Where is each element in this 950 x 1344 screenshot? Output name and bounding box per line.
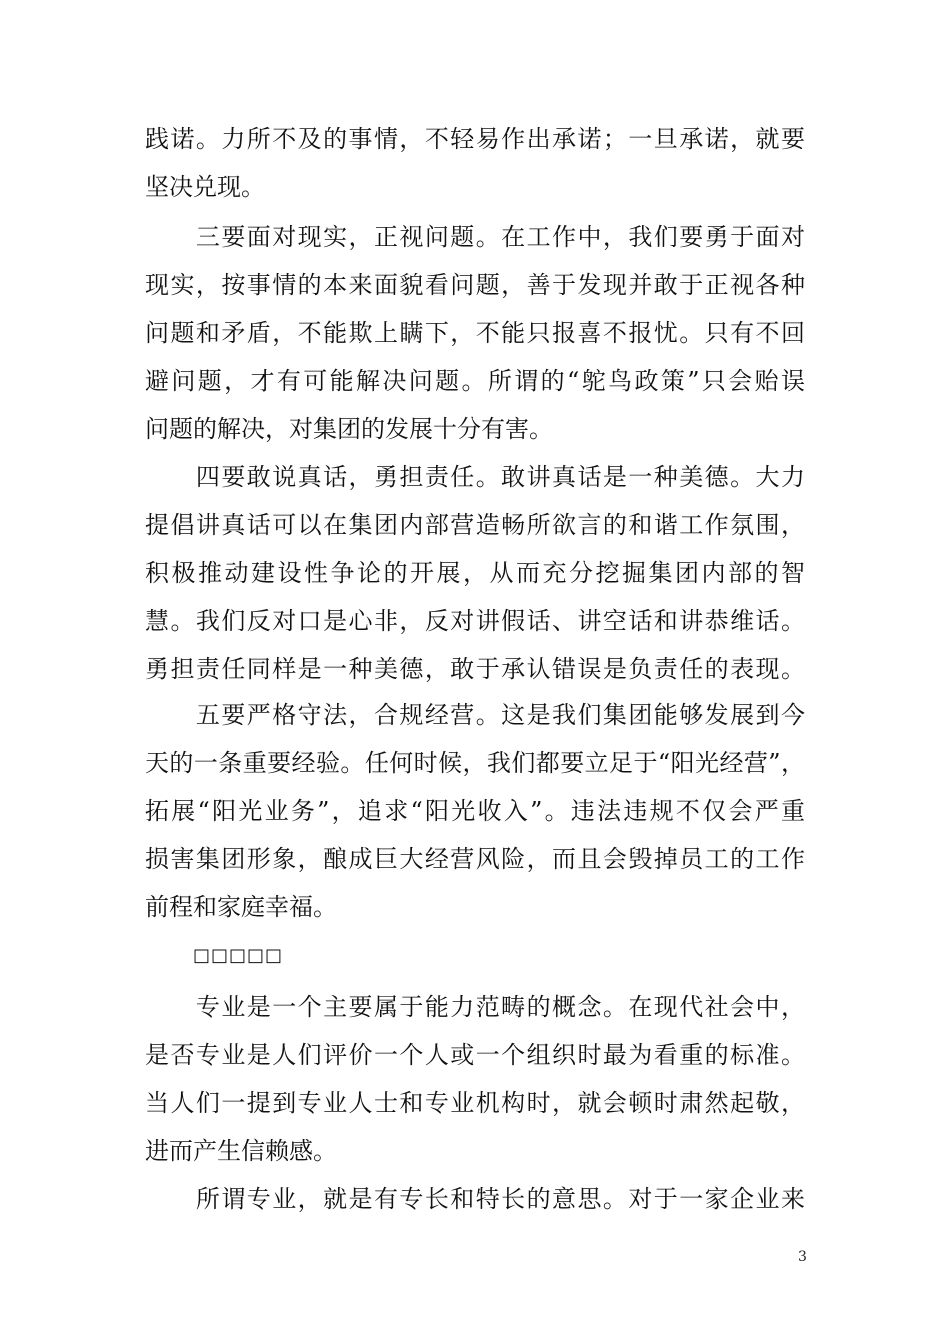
text-line: 四要敢说真话，勇担责任。敢讲真话是一种美德。大力 <box>145 463 805 491</box>
text-line: 积极推动建设性争论的开展，从而充分挖掘集团内部的智 <box>145 559 805 587</box>
text-line: 避问题，才有可能解决问题。所谓的“鸵鸟政策”只会贻误 <box>145 367 805 395</box>
text-line: 提倡讲真话可以在集团内部营造畅所欲言的和谐工作氛围， <box>145 511 805 539</box>
text-line: 拓展“阳光业务”，追求“阳光收入”。违法违规不仅会严重 <box>145 797 805 825</box>
text-line: 问题和矛盾，不能欺上瞒下，不能只报喜不报忧。只有不回 <box>145 319 805 347</box>
text-line: 现实，按事情的本来面貌看问题，善于发现并敢于正视各种 <box>145 271 805 299</box>
text-line: 三要面对现实，正视问题。在工作中，我们要勇于面对 <box>145 223 805 251</box>
page-number: 3 <box>798 1249 807 1265</box>
text-line: 天的一条重要经验。任何时候，我们都要立足于“阳光经营”， <box>145 749 805 777</box>
text-line: 所谓专业，就是有专长和特长的意思。对于一家企业来 <box>145 1185 805 1213</box>
text-line: 是否专业是人们评价一个人或一个组织时最为看重的标准。 <box>145 1041 805 1069</box>
section-heading: □□□□□ <box>193 945 284 966</box>
text-line: 践诺。力所不及的事情，不轻易作出承诺；一旦承诺，就要 <box>145 125 805 153</box>
text-line: 进而产生信赖感。 <box>145 1137 337 1165</box>
text-line: 勇担责任同样是一种美德，敢于承认错误是负责任的表现。 <box>145 655 805 683</box>
text-line: 慧。我们反对口是心非，反对讲假话、讲空话和讲恭维话。 <box>145 607 805 635</box>
text-line: 五要严格守法，合规经营。这是我们集团能够发展到今 <box>145 701 805 729</box>
text-line: 损害集团形象，酿成巨大经营风险，而且会毁掉员工的工作 <box>145 845 805 873</box>
text-line: 前程和家庭幸福。 <box>145 893 337 921</box>
text-line: 问题的解决，对集团的发展十分有害。 <box>145 415 553 443</box>
text-line: 专业是一个主要属于能力范畴的概念。在现代社会中， <box>145 993 805 1021</box>
text-line: 坚决兑现。 <box>145 173 265 201</box>
text-line: 当人们一提到专业人士和专业机构时，就会顿时肃然起敬， <box>145 1089 805 1117</box>
